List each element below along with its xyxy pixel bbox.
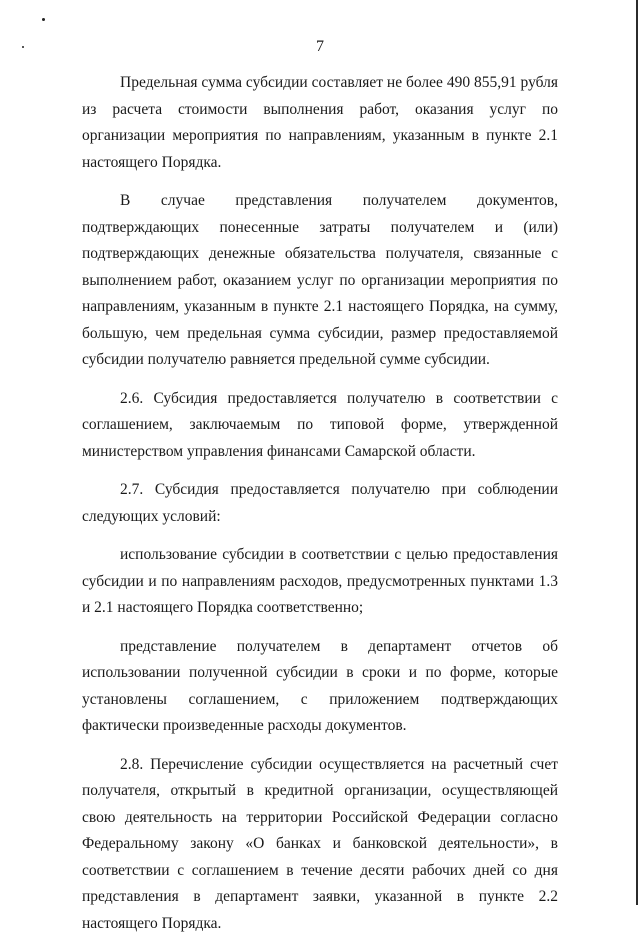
document-body xyxy=(82,70,558,937)
paragraph: В случае представления получателем документов, подтверждающих понесенные затраты получателем и (или) подтверждающих денежные обязательства получателя, связанные с выполнением работ, оказанием услуг по организации мероприятия по направлениям, указанным в пункте 2.1 настоящего Порядка, на сумму, большую, чем предельная сумма субсидии, размер предоставляемой субсидии получателю равняется предельной сумме субсидии. xyxy=(82,188,558,374)
paragraph: Предельная сумма субсидии составляет не более 490 855,91 рубля из расчета стоимости выполнения работ, оказания услуг по организации мероприятия по направлениям, указанным в пункте 2.1 настоящего Порядка. xyxy=(82,70,558,176)
paragraph: представление получателем в департамент отчетов об использовании полученной субсидии в сроки и по форме, которые установлены соглашением, с приложением подтверждающих фактически произведенные расходы документов. xyxy=(82,634,558,740)
paragraph: 2.8. Перечисление субсидии осуществляется на расчетный счет получателя, открытый в кредитной организации, осуществляющей свою деятельность на территории Российской Федерации согласно Федеральному закону «О банках и банковской деятельности», в соответствии с соглашением в течение десяти рабочих дней со дня представления в департамент заявки, указанной в пункте 2.2 настоящего Порядка. xyxy=(82,752,558,937)
paragraph: 2.7. Субсидия предоставляется получателю при соблюдении следующих условий: xyxy=(82,477,558,530)
scan-edge-line xyxy=(636,0,638,905)
page-number: 7 xyxy=(0,38,640,56)
paragraph: использование субсидии в соответствии с целью предоставления субсидии и по направлениям расходов, предусмотренных пунктами 1.3 и 2.1 настоящего Порядка соответственно; xyxy=(82,542,558,622)
paragraph: 2.6. Субсидия предоставляется получателю в соответствии с соглашением, заключаемым по типовой форме, утвержденной министерством управления финансами Самарской области. xyxy=(82,386,558,466)
scan-speck xyxy=(42,18,45,21)
